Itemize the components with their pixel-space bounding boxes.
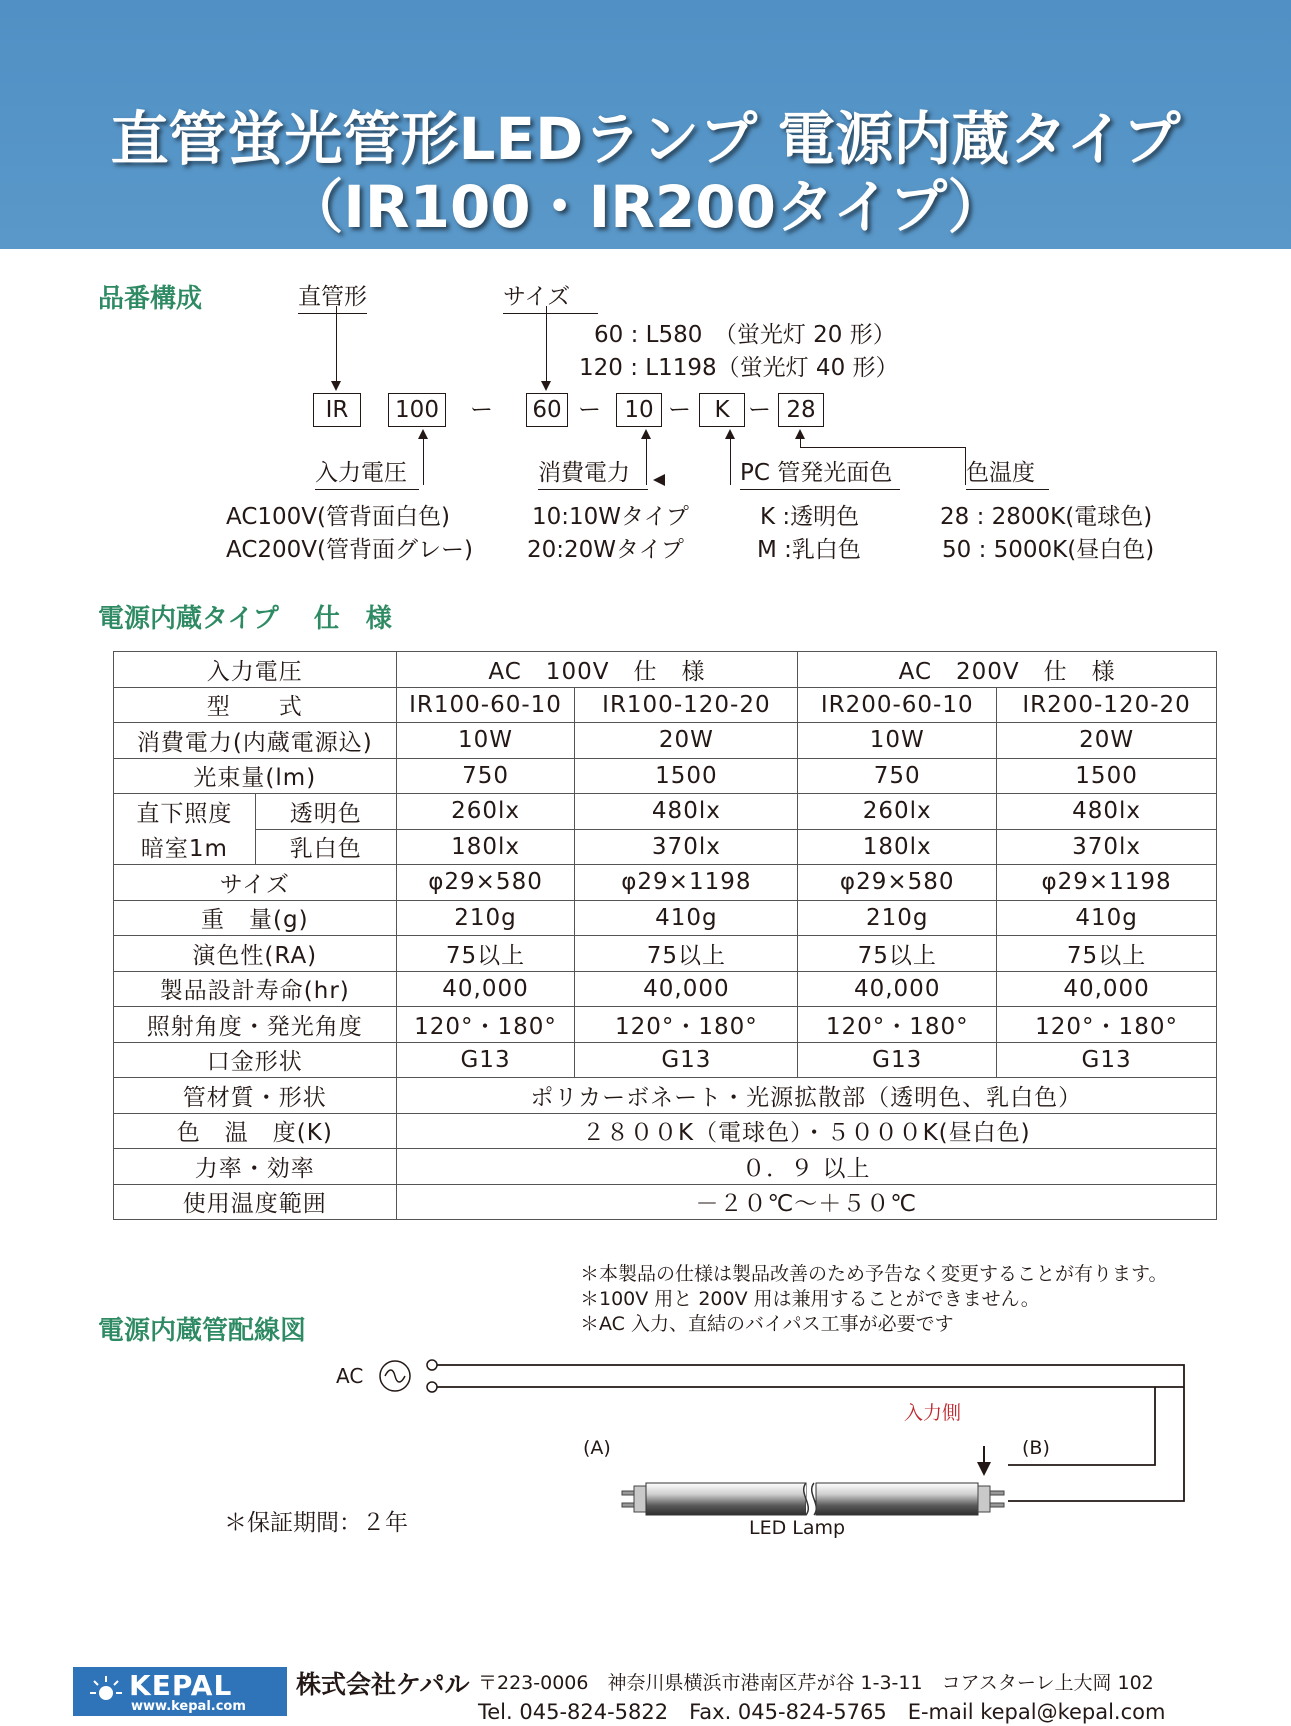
table-cell: 210g <box>396 900 575 936</box>
table-cell: 1500 <box>997 758 1217 794</box>
label-power: 消費電力 <box>538 454 648 490</box>
connector-line <box>423 438 424 485</box>
arrow-left-icon <box>653 474 665 486</box>
table-cell: 色 温 度(K) <box>114 1113 397 1149</box>
label-size: サイズ <box>503 278 598 314</box>
table-cell: IR200-120-20 <box>997 687 1217 723</box>
table-row <box>114 723 1217 759</box>
connector-line <box>336 306 337 384</box>
connector-line <box>546 306 547 384</box>
table-cell: AC 100V 仕 様 <box>396 652 798 688</box>
company-logo <box>73 1667 287 1716</box>
terminal-icon <box>427 1382 437 1392</box>
table-cell: サイズ <box>114 865 397 901</box>
model-section-heading: 品番構成 <box>98 284 203 314</box>
table-cell: 透明色 <box>255 794 396 830</box>
table-cell: 120°・180° <box>798 1007 997 1043</box>
voltage-option-1: AC100V(管背面白色) <box>226 504 450 530</box>
table-cell: ２８００K（電球色）・５０００K(昼白色) <box>396 1113 1216 1149</box>
warranty-note: ＊保証期間：２年 <box>224 1510 408 1536</box>
table-cell: 口金形状 <box>114 1042 397 1078</box>
table-cell: 力率・効率 <box>114 1149 397 1185</box>
table-row <box>114 758 1217 794</box>
table-cell: AC 200V 仕 様 <box>798 652 1217 688</box>
table-cell: 180lx <box>798 829 997 865</box>
code-box-10: 10 <box>616 393 662 427</box>
table-cell: G13 <box>997 1042 1217 1078</box>
input-side-label: 入力側 <box>904 1402 962 1424</box>
lamp-label: LED Lamp <box>749 1517 846 1539</box>
wire <box>437 1365 1184 1501</box>
table-row <box>114 971 1217 1007</box>
spec-notes <box>580 1262 1167 1337</box>
end-b-label: (B) <box>1022 1437 1050 1459</box>
code-box-ir: IR <box>313 393 361 427</box>
pc-option-2: M :乳白色 <box>757 537 861 563</box>
separator-dash: ー <box>748 397 771 423</box>
company-contact: Tel. 045-824-5822 Fax. 045-824-5765 E-mail kepal@kepal.com <box>478 1700 1166 1724</box>
note-line: ＊AC 入力、直結のバイパス工事が必要です <box>580 1313 954 1335</box>
label-pc-tube-color: PC 管発光面色 <box>740 454 900 490</box>
table-cell: 20W <box>997 723 1217 759</box>
table-cell: ポリカーボネート・光源拡散部（透明色、乳白色） <box>396 1078 1216 1114</box>
table-cell: 40,000 <box>997 971 1217 1007</box>
table-cell: 75以上 <box>997 936 1217 972</box>
colortemp-option-2: 50 : 5000K(昼白色) <box>942 537 1155 563</box>
table-cell: 演色性(RA) <box>114 936 397 972</box>
table-cell: 120°・180° <box>997 1007 1217 1043</box>
table-row <box>114 1149 1217 1185</box>
page-title-line1: 直管蛍光管形LEDランプ 電源内蔵タイプ <box>110 105 1181 173</box>
table-cell: －２０℃～＋５０℃ <box>396 1184 1216 1220</box>
table-cell: G13 <box>798 1042 997 1078</box>
table-cell: 光束量(lm) <box>114 758 397 794</box>
connector-line <box>730 438 731 485</box>
connector-line <box>800 438 801 447</box>
table-row <box>114 794 1217 830</box>
table-cell: 40,000 <box>396 971 575 1007</box>
company-name: 株式会社ケパル <box>296 1670 470 1699</box>
table-cell: 製品設計寿命(hr) <box>114 971 397 1007</box>
table-cell: 40,000 <box>575 971 798 1007</box>
table-cell: 180lx <box>396 829 575 865</box>
page-title-line2: （IR100・IR200タイプ） <box>285 173 1006 241</box>
table-cell: 乳白色 <box>255 829 396 865</box>
table-cell: 暗室1m <box>114 829 256 865</box>
connector-line <box>800 447 965 448</box>
power-option-2: 20:20Wタイプ <box>527 537 684 563</box>
spec-table <box>113 651 1217 1220</box>
led-lamp-tube <box>622 1483 1004 1515</box>
table-cell: 管材質・形状 <box>114 1078 397 1114</box>
table-cell: IR100-60-10 <box>396 687 575 723</box>
table-cell: 10W <box>798 723 997 759</box>
table-cell: 210g <box>798 900 997 936</box>
note-line: ＊100V 用と 200V 用は兼用することができません。 <box>580 1288 1040 1310</box>
table-cell: 370lx <box>997 829 1217 865</box>
table-cell: 480lx <box>997 794 1217 830</box>
table-cell: 1500 <box>575 758 798 794</box>
code-box-100: 100 <box>388 393 446 427</box>
wiring-diagram <box>370 1350 1200 1530</box>
label-input-voltage: 入力電圧 <box>315 454 419 490</box>
table-cell: φ29×580 <box>396 865 575 901</box>
table-cell: 370lx <box>575 829 798 865</box>
separator-dash: ー <box>668 397 691 423</box>
table-cell: 410g <box>575 900 798 936</box>
table-cell: 照射角度・発光角度 <box>114 1007 397 1043</box>
size-option-60: 60 : L580 （蛍光灯 20 形） <box>594 322 896 348</box>
label-straight-type: 直管形 <box>298 278 367 314</box>
code-box-60: 60 <box>526 393 568 427</box>
spec-section-heading: 電源内蔵タイプ 仕 様 <box>98 604 392 634</box>
company-address: 〒223-0006 神奈川県横浜市港南区芹が谷 1-3-11 コアスターレ上大岡 102 <box>478 1672 1154 1694</box>
table-cell: 10W <box>396 723 575 759</box>
table-cell: 120°・180° <box>575 1007 798 1043</box>
ac-source-icon <box>380 1361 410 1391</box>
table-cell: 750 <box>798 758 997 794</box>
table-row <box>114 865 1217 901</box>
table-cell: φ29×1198 <box>575 865 798 901</box>
table-row <box>114 900 1217 936</box>
arrow-down-icon <box>331 381 341 391</box>
logo-text: KEPAL <box>129 1669 233 1702</box>
table-row <box>114 1184 1217 1220</box>
table-cell: φ29×1198 <box>997 865 1217 901</box>
table-cell: 直下照度 <box>114 794 256 830</box>
voltage-option-2: AC200V(管背面グレー) <box>226 537 473 563</box>
terminal-icon <box>427 1360 437 1370</box>
table-cell: 480lx <box>575 794 798 830</box>
note-line: ＊本製品の仕様は製品改善のため予告なく変更することが有ります。 <box>580 1263 1168 1285</box>
table-row <box>114 936 1217 972</box>
sun-icon <box>89 1673 123 1707</box>
table-cell: G13 <box>575 1042 798 1078</box>
table-cell: 410g <box>997 900 1217 936</box>
table-cell: 120°・180° <box>396 1007 575 1043</box>
arrow-down-icon <box>541 381 551 391</box>
table-cell: 20W <box>575 723 798 759</box>
table-cell: 重 量(g) <box>114 900 397 936</box>
table-row <box>114 652 1217 688</box>
table-cell: φ29×580 <box>798 865 997 901</box>
label-color-temperature: 色温度 <box>966 454 1049 490</box>
end-a-label: (A) <box>583 1437 611 1459</box>
title-banner <box>0 0 1291 249</box>
separator-dash: ー <box>470 397 493 423</box>
table-cell: 75以上 <box>798 936 997 972</box>
code-box-28: 28 <box>778 393 824 427</box>
table-cell: 750 <box>396 758 575 794</box>
table-row <box>114 1113 1217 1149</box>
table-cell: IR100-120-20 <box>575 687 798 723</box>
pc-option-1: K :透明色 <box>760 504 860 530</box>
wiring-section-heading: 電源内蔵管配線図 <box>98 1316 307 1346</box>
table-cell: IR200-60-10 <box>798 687 997 723</box>
table-row <box>114 1042 1217 1078</box>
table-cell: 260lx <box>396 794 575 830</box>
table-cell: 型 式 <box>114 687 397 723</box>
table-row <box>114 687 1217 723</box>
table-row <box>114 1078 1217 1114</box>
colortemp-option-1: 28 : 2800K(電球色) <box>940 504 1153 530</box>
input-arrow-icon <box>977 1462 991 1476</box>
size-option-120: 120 : L1198（蛍光灯 40 形） <box>579 355 899 381</box>
power-option-1: 10:10Wタイプ <box>532 504 689 530</box>
table-cell: 260lx <box>798 794 997 830</box>
separator-dash: ー <box>578 397 601 423</box>
table-cell: 75以上 <box>575 936 798 972</box>
code-box-k: K <box>699 393 745 427</box>
table-cell: 消費電力(内蔵電源込) <box>114 723 397 759</box>
table-cell: 入力電圧 <box>114 652 397 688</box>
table-cell: 40,000 <box>798 971 997 1007</box>
logo-url: www.kepal.com <box>131 1699 246 1714</box>
table-cell: G13 <box>396 1042 575 1078</box>
table-row <box>114 829 1217 865</box>
table-row <box>114 1007 1217 1043</box>
table-cell: 75以上 <box>396 936 575 972</box>
table-cell: ０．９ 以上 <box>396 1149 1216 1185</box>
table-cell: 使用温度範囲 <box>114 1184 397 1220</box>
ac-label: AC <box>336 1364 364 1388</box>
